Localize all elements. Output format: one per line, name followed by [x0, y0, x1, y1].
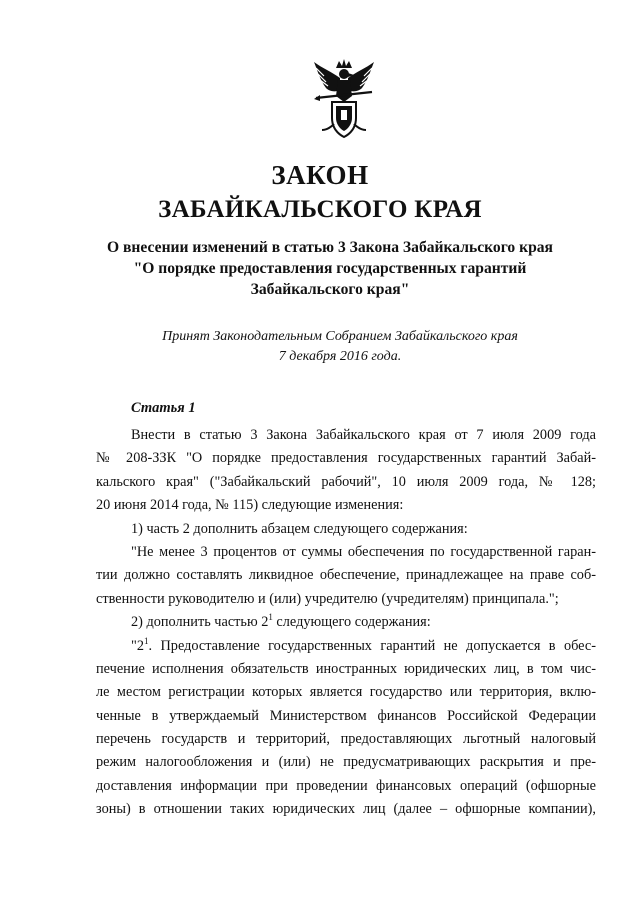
body-line [96, 471, 596, 494]
superscript-index: 1 [268, 612, 273, 623]
body-line-text-after: следующего содержания: [272, 614, 431, 631]
body-line-text: "2 [131, 637, 144, 654]
body-line-text: кальского края" ("Забайкальский рабочий", 10 июля 2009 года, № 128; [96, 473, 596, 490]
body-line [96, 658, 596, 681]
subject-line: Забайкальского края" [250, 281, 410, 298]
body-line-text: тии должно составлять ликвидное обеспечение, принадлежащее на праве соб- [96, 567, 596, 584]
body-line [96, 681, 596, 704]
body-line [96, 751, 596, 774]
body-line [96, 635, 596, 658]
body-line [96, 611, 596, 634]
body-line-text-after: . Предоставление государственных гарантий не допускается в обес- [148, 637, 596, 654]
body-line-text: печение исполнения обязательств иностранных юридических лиц, в том чис- [96, 660, 596, 677]
coat-of-arms-eagle-icon [312, 58, 376, 140]
body-line [96, 518, 596, 541]
adoption-note [100, 327, 580, 367]
subject-line: "О порядке предоставления государственных гарантий [133, 260, 527, 277]
body-line-text: перечень государств и территорий, предоставляющих льготный налоговый [96, 731, 596, 748]
body-line [96, 494, 596, 517]
body-line-text: 20 июня 2014 года, № 115) следующие изменения: [96, 497, 404, 514]
body-line [96, 588, 596, 611]
body-line [96, 728, 596, 751]
body-line-text: ченные в утверждаемый Министерством финансов Российской Федерации [96, 707, 596, 724]
body-line-text: 1) часть 2 дополнить абзацем следующего содержания: [131, 520, 468, 537]
body-line [96, 424, 596, 447]
body-line [96, 447, 596, 470]
body-line [96, 541, 596, 564]
body-line-text: 2) дополнить частью 2 [131, 614, 269, 631]
body-line-text: "Не менее 3 процентов от суммы обеспечения по государственной гаран- [131, 543, 596, 560]
adoption-line: Принят Законодательным Собранием Забайкальского края [162, 329, 518, 344]
body-line-text: ственности руководителю и (или) учредителю (учредителям) принципала."; [96, 590, 559, 607]
body-line-text: № 208-ЗЗК "О порядке предоставления государственных гарантий Забай- [96, 450, 596, 467]
body-line [96, 705, 596, 728]
superscript-index: 1 [144, 635, 149, 646]
body-line-text: Внести в статью 3 Закона Забайкальского края от 7 июля 2009 года [131, 427, 596, 443]
law-title: ЗАКОН [271, 160, 369, 190]
body-line-text: зоны) в отношении таких юридических лиц (далее – офшорные компании), [96, 801, 596, 818]
body-line [96, 564, 596, 587]
body-line-text: режим налогообложения и (или) не предусматривающих раскрытия и пре- [96, 754, 596, 771]
body-line-text: ле местом регистрации которых является государство или территория, вклю- [96, 684, 596, 701]
adoption-date: 7 декабря 2016 года. [278, 349, 402, 364]
law-region-title: ЗАБАЙКАЛЬСКОГО КРАЯ [158, 196, 482, 223]
body-line-text: доставления информации при проведении финансовых операций (офшорные [96, 777, 596, 794]
subject-line: О внесении изменений в статью 3 Закона Забайкальского края [106, 239, 553, 256]
article-body [96, 424, 596, 822]
body-line [96, 798, 596, 821]
article-heading: Статья 1 [131, 400, 196, 416]
body-line [96, 775, 596, 798]
law-subject [100, 237, 560, 300]
